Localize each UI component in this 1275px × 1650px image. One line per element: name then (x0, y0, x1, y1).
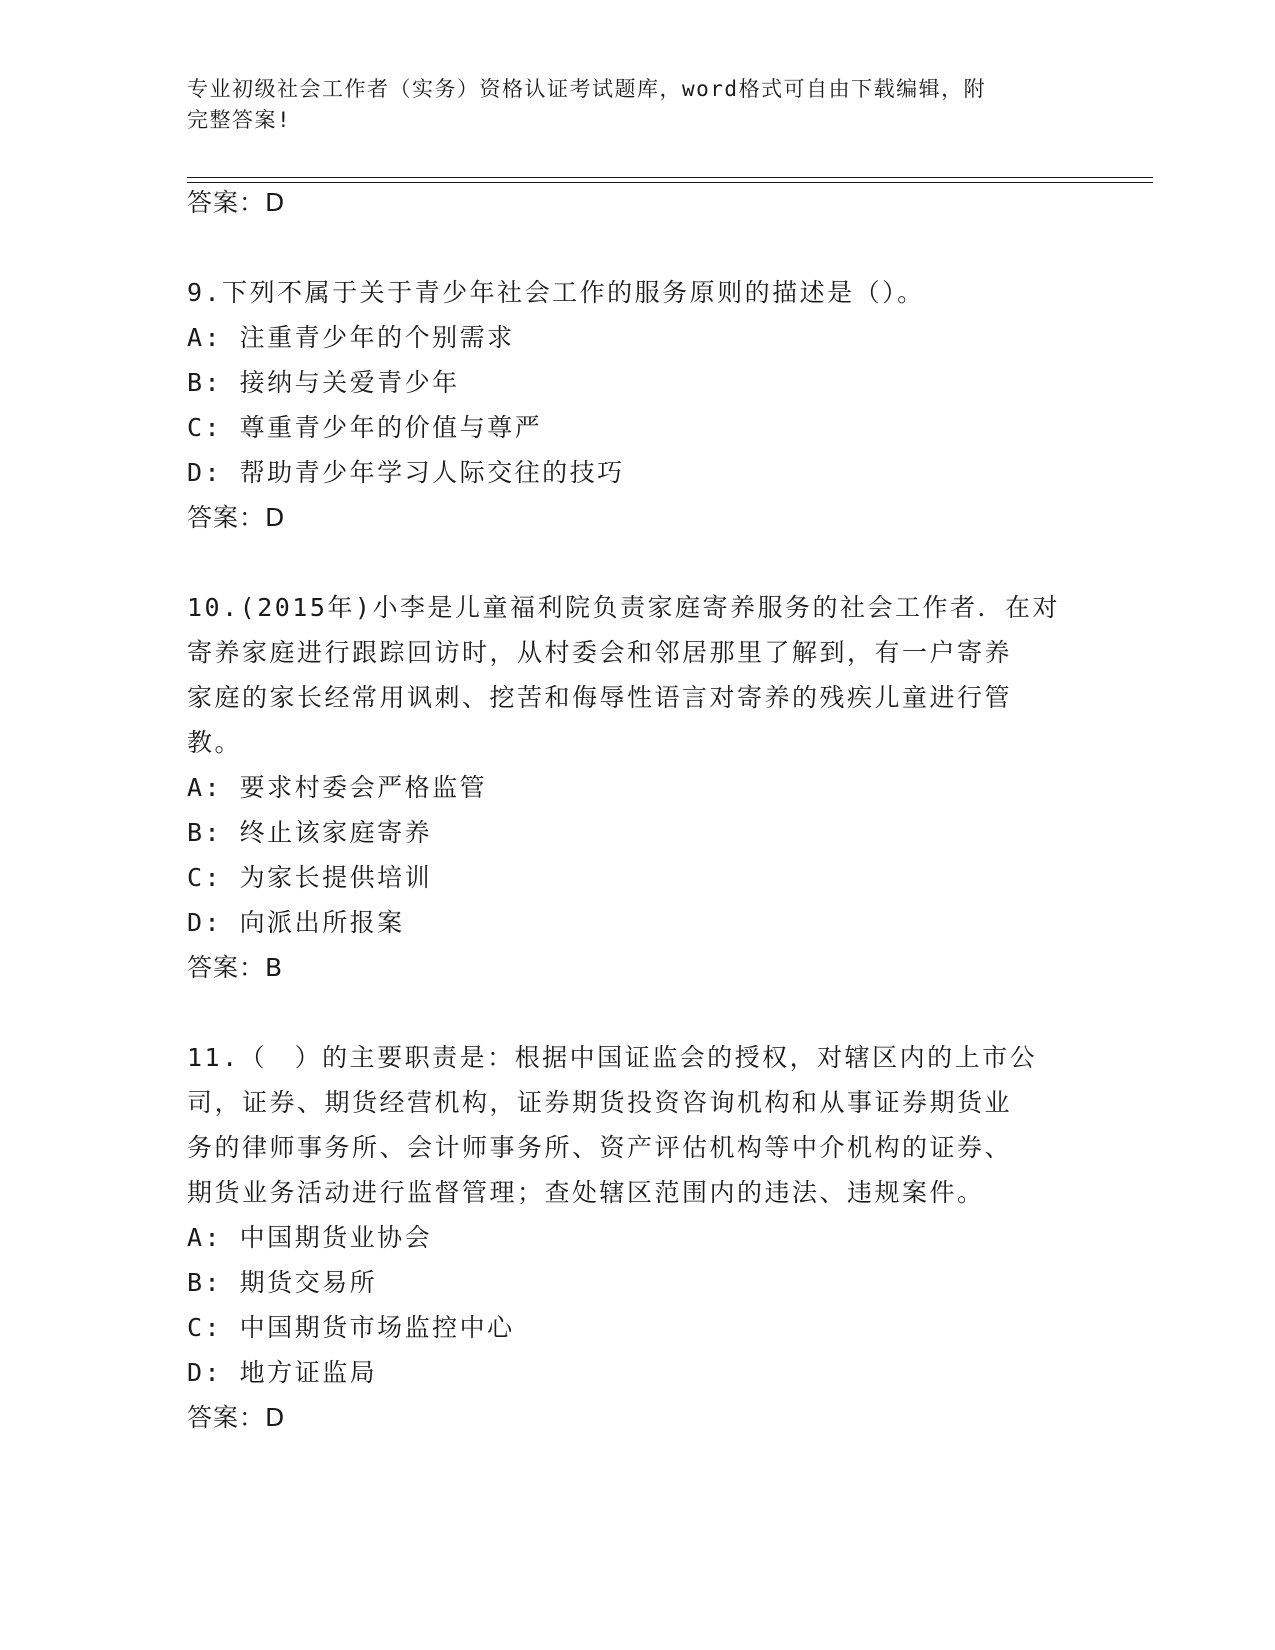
header-divider-top (187, 177, 1153, 178)
option-a: A: 中国期货业协会 (187, 1223, 433, 1252)
question-stem-line: 寄养家庭进行跟踪回访时，从村委会和邻居那里了解到，有一户寄养 (187, 638, 1013, 667)
question-answer: 答案：B (187, 953, 284, 982)
header-line-2: 完整答案! (187, 108, 292, 132)
option-d: D: 向派出所报案 (187, 908, 405, 937)
question-stem-line: 10.(2015年)小李是儿童福利院负责家庭寄养服务的社会工作者．在对 (187, 593, 1060, 622)
question-stem-line: 期货业务活动进行监督管理；查处辖区范围内的违法、违规案件。 (187, 1178, 985, 1207)
page-header (187, 74, 1087, 136)
question-stem-line: 教。 (187, 728, 243, 757)
question-stem: 9.下列不属于关于青少年社会工作的服务原则的描述是（）。 (187, 278, 925, 307)
question-10 (187, 585, 1087, 990)
option-a: A: 要求村委会严格监管 (187, 773, 488, 802)
option-b: B: 终止该家庭寄养 (187, 818, 433, 847)
document-body (187, 180, 1087, 1440)
option-c: C: 为家长提供培训 (187, 863, 433, 892)
question-stem-line: 务的律师事务所、会计师事务所、资产评估机构等中介机构的证券、 (187, 1133, 1013, 1162)
option-d: D: 地方证监局 (187, 1358, 378, 1387)
question-11 (187, 1035, 1087, 1440)
question-answer: 答案：D (187, 1403, 286, 1432)
question-9 (187, 270, 1087, 540)
option-d: D: 帮助青少年学习人际交往的技巧 (187, 458, 625, 487)
option-a: A: 注重青少年的个别需求 (187, 323, 515, 352)
question-answer: 答案：D (187, 503, 286, 532)
question-stem-line: 家庭的家长经常用讽刺、挖苦和侮辱性语言对寄养的残疾儿童进行管 (187, 683, 1013, 712)
option-c: C: 尊重青少年的价值与尊严 (187, 413, 543, 442)
header-line-1: 专业初级社会工作者（实务）资格认证考试题库，word格式可自由下载编辑，附 (187, 77, 987, 101)
option-b: B: 接纳与关爱青少年 (187, 368, 460, 397)
previous-answer: 答案：D (187, 188, 286, 217)
question-stem-line: 11.（ ）的主要职责是：根据中国证监会的授权，对辖区内的上市公 (187, 1043, 1038, 1072)
option-b: B: 期货交易所 (187, 1268, 378, 1297)
question-stem-line: 司，证券、期货经营机构，证券期货投资咨询机构和从事证券期货业 (187, 1088, 1013, 1117)
option-c: C: 中国期货市场监控中心 (187, 1313, 515, 1342)
